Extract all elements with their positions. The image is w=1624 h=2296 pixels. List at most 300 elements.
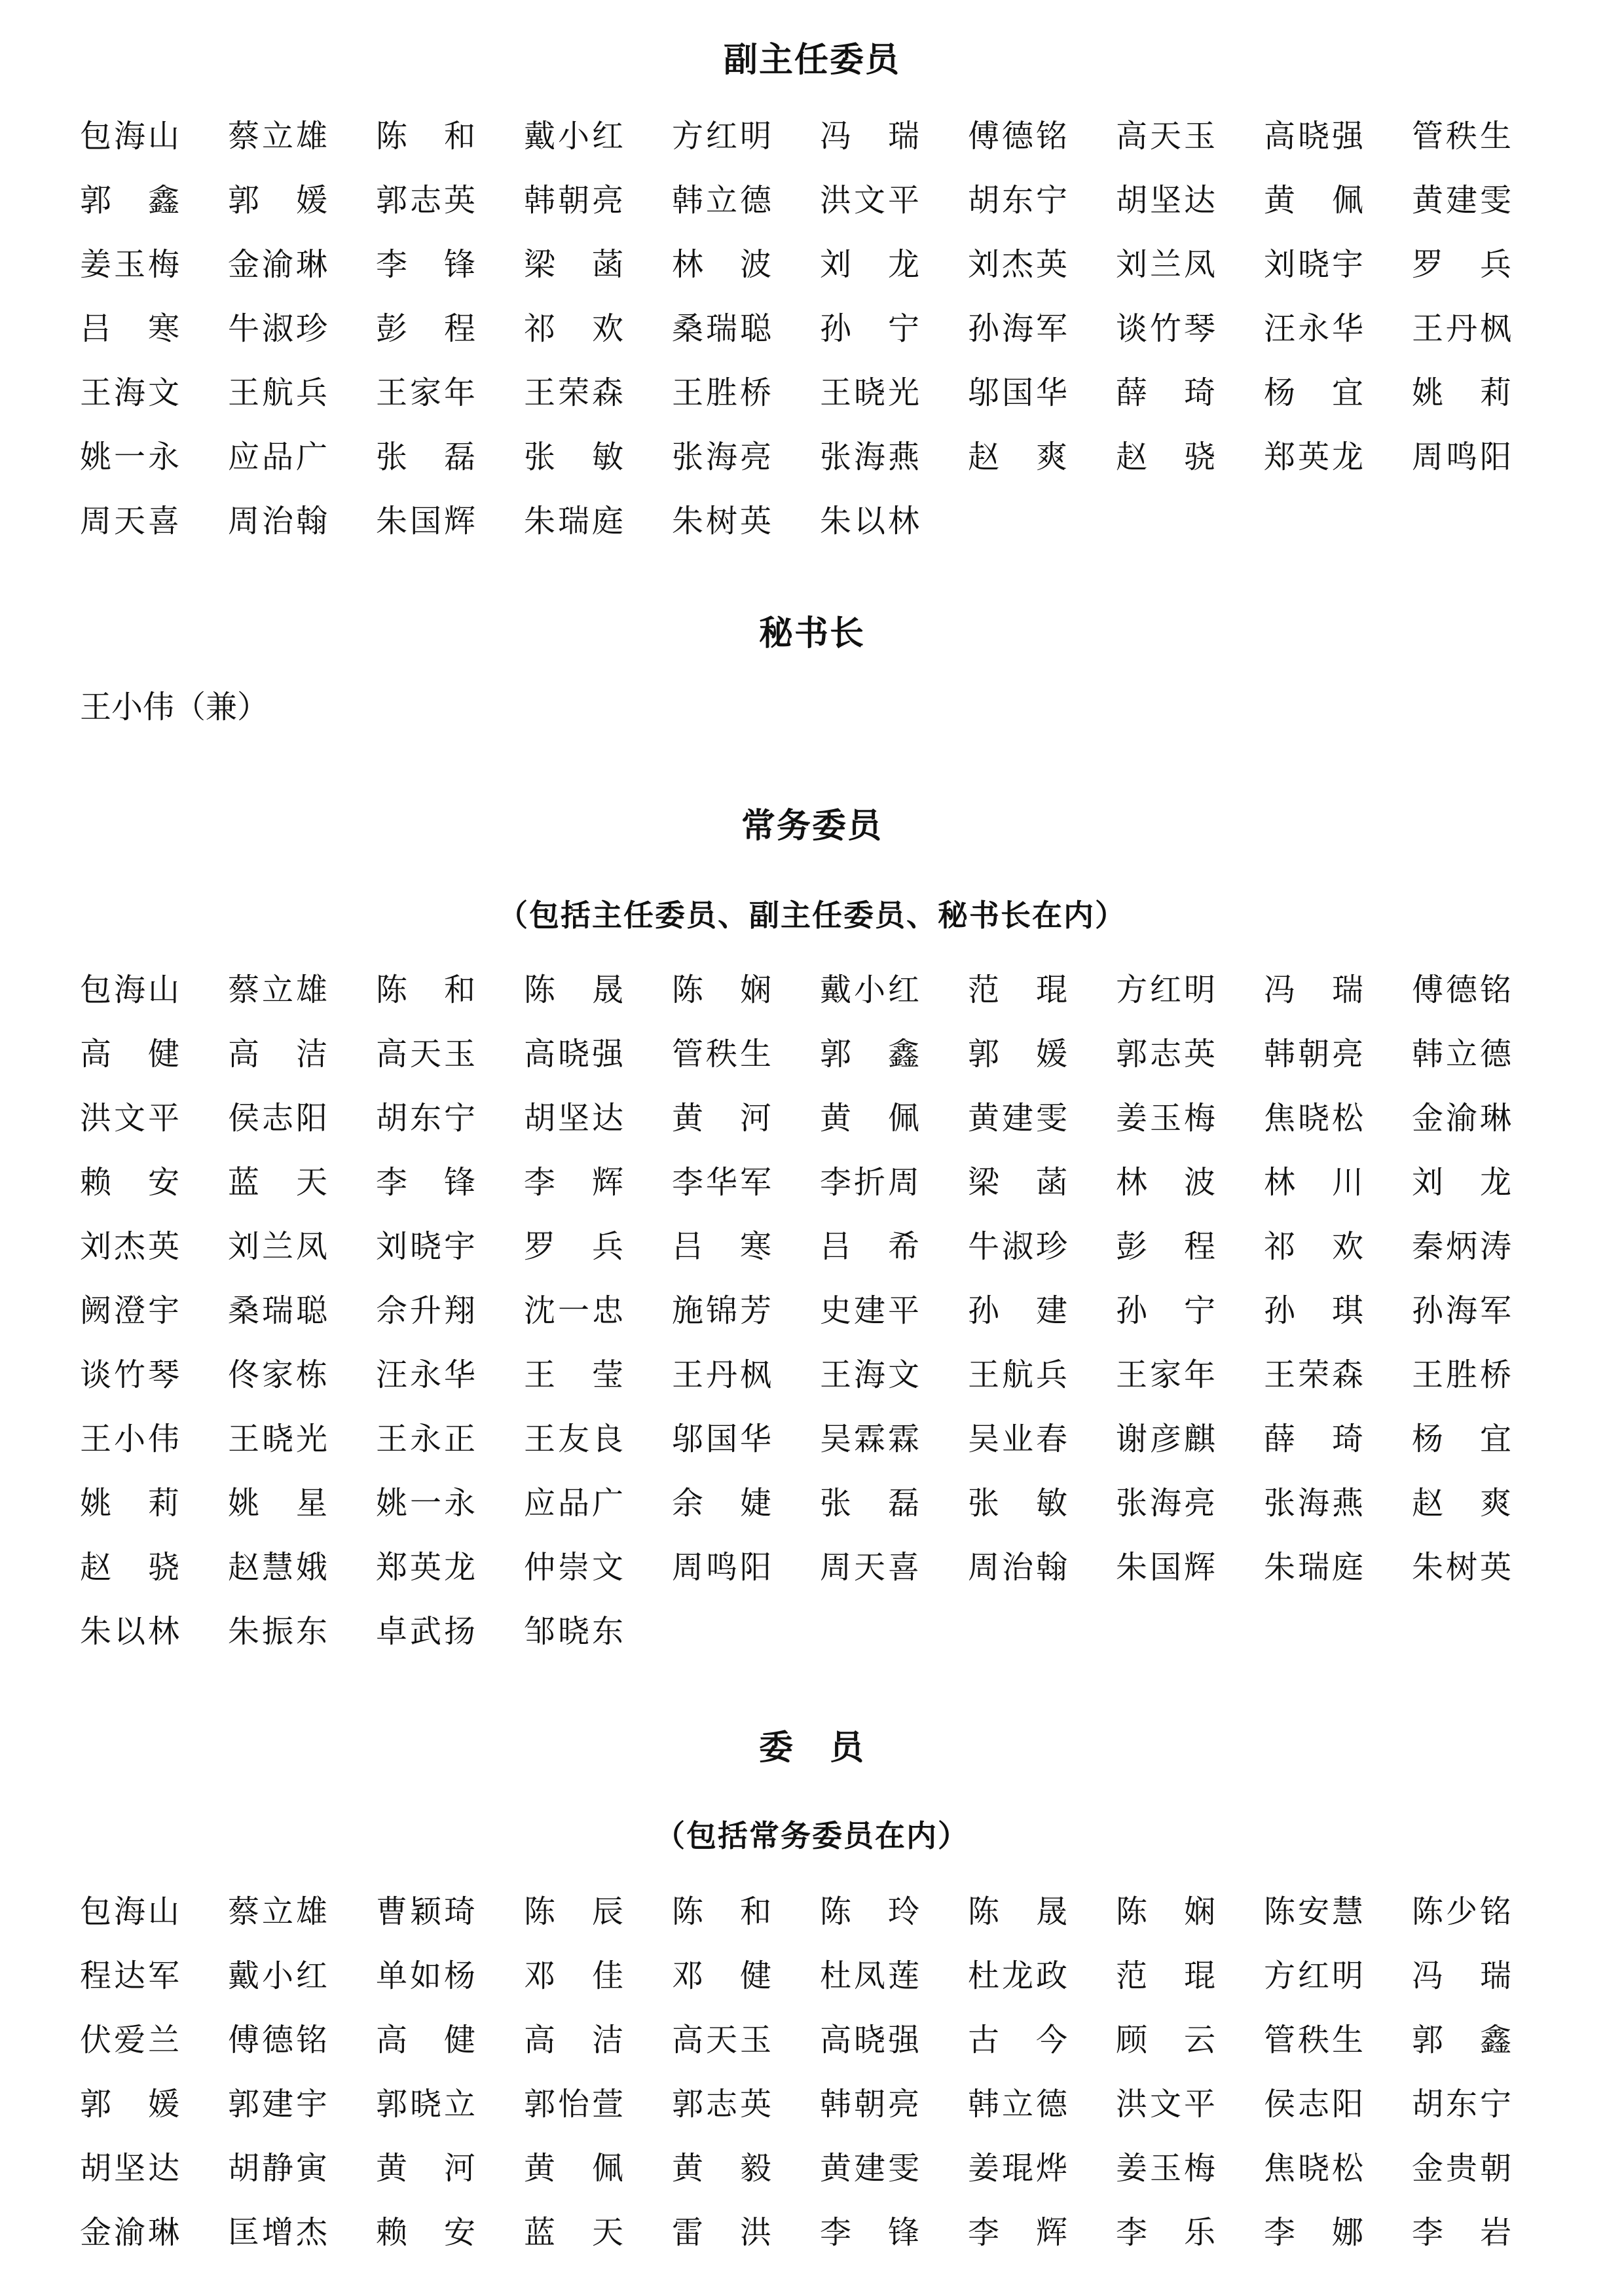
member-name: 郭建宇: [228, 2086, 327, 2123]
member-name: 王海文: [820, 1357, 919, 1393]
name-cell: [524, 970, 672, 1034]
member-name: 郑英龙: [376, 1549, 475, 1586]
member-name: 朱瑞庭: [1264, 1549, 1363, 1586]
name-cell: [524, 1612, 672, 1676]
name-cell: [1264, 2149, 1412, 2213]
name-cell: [1412, 2020, 1560, 2085]
name-cell: [1116, 2020, 1264, 2085]
member-name: 韩立德: [672, 182, 771, 219]
name-cell: [1264, 1099, 1412, 1163]
member-name: 周治翰: [228, 503, 327, 539]
name-cell: [376, 2149, 524, 2213]
name-cell: [1412, 970, 1560, 1034]
name-cell: [376, 2085, 524, 2149]
member-name: 黄 佩: [1264, 182, 1363, 219]
name-cell: [524, 373, 672, 437]
member-name: 洪文平: [820, 182, 919, 219]
member-name: 洪文平: [1116, 2086, 1215, 2123]
member-name: 金渝琳: [1412, 1100, 1511, 1137]
member-name: 伏爱兰: [80, 2022, 179, 2058]
member-name: 应品广: [524, 1485, 623, 1522]
member-name: 高 健: [376, 2022, 475, 2058]
member-name: 郭晓立: [376, 2086, 475, 2123]
name-cell: [1264, 1163, 1412, 1227]
name-cell: [672, 1892, 820, 1956]
name-cell: [1412, 245, 1560, 309]
name-cell: [524, 1419, 672, 1484]
name-cell: [524, 501, 672, 566]
member-name: 韩朝亮: [820, 2086, 919, 2123]
name-cell: [376, 2213, 524, 2277]
member-name: 彭 程: [376, 310, 475, 347]
name-cell: [80, 1227, 228, 1291]
member-name: 姜玉梅: [1116, 2150, 1215, 2187]
name-cell: [1412, 373, 1560, 437]
name-cell: [672, 181, 820, 245]
member-name: 郭 媛: [228, 182, 327, 219]
member-name: 赵 骁: [80, 1549, 179, 1586]
member-name: 孙海军: [1412, 1292, 1511, 1329]
member-name: 牛淑珍: [968, 1228, 1067, 1265]
name-cell: [968, 1892, 1116, 1956]
name-cell: [1412, 1419, 1560, 1484]
name-cell: [1116, 1892, 1264, 1956]
name-cell: [80, 1355, 228, 1419]
name-cell: [524, 1892, 672, 1956]
member-name: 赖 安: [80, 1164, 179, 1201]
name-cell: [820, 309, 968, 373]
name-cell: [80, 2020, 228, 2085]
member-name: 郭志英: [1116, 1036, 1215, 1072]
name-cell: [80, 1099, 228, 1163]
member-name: 冯 瑞: [1264, 972, 1363, 1008]
member-name: 管秩生: [1412, 118, 1511, 155]
member-name: 方红明: [672, 118, 771, 155]
member-name: 黄建雯: [1412, 182, 1511, 219]
name-cell: [524, 1227, 672, 1291]
member-name: 高 洁: [524, 2022, 623, 2058]
member-name: 吕 希: [820, 1228, 919, 1265]
member-name: 王胜桥: [1412, 1357, 1511, 1393]
name-cell: [376, 309, 524, 373]
name-cell: [524, 1355, 672, 1419]
name-cell: [1116, 2149, 1264, 2213]
member-name: 罗 兵: [524, 1228, 623, 1265]
member-name: 李 锋: [376, 1164, 475, 1201]
name-cell: [820, 1291, 968, 1355]
member-name: 汪永华: [1264, 310, 1363, 347]
member-name: 张海亮: [672, 439, 771, 475]
member-name: 吕 寒: [80, 310, 179, 347]
name-cell: [1264, 1419, 1412, 1484]
member-name: 赵 爽: [1412, 1485, 1511, 1522]
name-cell: [1412, 2213, 1560, 2277]
member-name: 陈 晟: [524, 972, 623, 1008]
member-name: 陈 娴: [672, 972, 771, 1008]
name-cell: [820, 501, 968, 566]
name-cell: [1264, 1548, 1412, 1612]
name-cell: [820, 1099, 968, 1163]
member-name: 邓 健: [672, 1958, 771, 1994]
name-cell: [968, 181, 1116, 245]
name-cell: [968, 245, 1116, 309]
name-cell: [80, 2213, 228, 2277]
name-cell: [820, 2085, 968, 2149]
member-name: 朱瑞庭: [524, 503, 623, 539]
member-name: 张海燕: [1264, 1485, 1363, 1522]
name-cell: [1412, 309, 1560, 373]
name-cell: [820, 2020, 968, 2085]
name-cell: [968, 2149, 1116, 2213]
member-name: 杨 宜: [1264, 374, 1363, 411]
name-cell: [80, 309, 228, 373]
member-name: 黄 佩: [820, 1100, 919, 1137]
member-name: 王家年: [376, 374, 475, 411]
member-name: 方红明: [1116, 972, 1215, 1008]
member-name: 应品广: [228, 439, 327, 475]
name-cell: [968, 309, 1116, 373]
member-name: 陈 和: [672, 1893, 771, 1930]
standing-members-heading: 常务委员: [741, 806, 883, 846]
name-cell: [376, 2020, 524, 2085]
member-name: 高天玉: [376, 1036, 475, 1072]
name-cell: [376, 501, 524, 566]
name-cell: [524, 1548, 672, 1612]
name-cell: [80, 970, 228, 1034]
member-name: 王航兵: [228, 374, 327, 411]
name-cell: [1116, 245, 1264, 309]
member-name: 秦炳涛: [1412, 1228, 1511, 1265]
name-cell: [672, 501, 820, 566]
member-name: 罗 兵: [1412, 246, 1511, 283]
member-name: 朱国辉: [376, 503, 475, 539]
member-name: 管秩生: [672, 1036, 771, 1072]
member-name: 戴小红: [228, 1958, 327, 1994]
member-name: 韩朝亮: [524, 182, 623, 219]
name-cell: [376, 117, 524, 181]
member-name: 朱以林: [80, 1613, 179, 1650]
member-name: 范 琨: [1116, 1958, 1215, 1994]
name-cell: [228, 1956, 376, 2020]
name-cell: [672, 437, 820, 501]
name-cell: [672, 1163, 820, 1227]
member-name: 姜琨烨: [968, 2150, 1067, 2187]
name-cell: [376, 1099, 524, 1163]
name-cell: [1264, 309, 1412, 373]
name-cell: [228, 1612, 376, 1676]
member-name: 匡增杰: [228, 2214, 327, 2251]
name-cell: [1116, 437, 1264, 501]
member-name: 孙 宁: [820, 310, 919, 347]
name-cell: [1264, 1892, 1412, 1956]
member-name: 王 莹: [524, 1357, 623, 1393]
member-name: 侯志阳: [228, 1100, 327, 1137]
member-name: 彭 程: [1116, 1228, 1215, 1265]
member-name: 焦晓松: [1264, 1100, 1363, 1137]
name-cell: [820, 970, 968, 1034]
member-name: 张 磊: [820, 1485, 919, 1522]
vice-directors-list: [80, 117, 1560, 566]
name-cell: [968, 1227, 1116, 1291]
member-name: 李 锋: [820, 2214, 919, 2251]
member-name: 薛 琦: [1116, 374, 1215, 411]
name-cell: [80, 181, 228, 245]
member-name: 韩立德: [968, 2086, 1067, 2123]
name-cell: [80, 117, 228, 181]
member-name: 林 波: [672, 246, 771, 283]
member-name: 程达军: [80, 1958, 179, 1994]
name-cell: [1116, 970, 1264, 1034]
name-cell: [672, 1419, 820, 1484]
name-cell: [672, 309, 820, 373]
member-name: 周天喜: [80, 503, 179, 539]
name-cell: [820, 1892, 968, 1956]
name-cell: [1264, 117, 1412, 181]
member-name: 王永正: [376, 1421, 475, 1457]
member-name: 张 磊: [376, 439, 475, 475]
member-name: 王小伟: [80, 1421, 179, 1457]
name-cell: [1116, 1099, 1264, 1163]
name-cell: [524, 181, 672, 245]
name-cell: [80, 1956, 228, 2020]
name-cell: [820, 2149, 968, 2213]
member-name: 金渝琳: [80, 2214, 179, 2251]
member-name: 胡东宁: [376, 1100, 475, 1137]
member-name: 蓝 天: [524, 2214, 623, 2251]
name-cell: [1412, 1355, 1560, 1419]
member-name: 仲崇文: [524, 1549, 623, 1586]
name-cell: [968, 1484, 1116, 1548]
members-subtitle: （包括常务委员在内）: [655, 1818, 969, 1853]
member-name: 王晓光: [228, 1421, 327, 1457]
member-name: 朱振东: [228, 1613, 327, 1650]
name-cell: [1264, 1291, 1412, 1355]
name-cell: [968, 2213, 1116, 2277]
vice-directors-heading: 副主任委员: [723, 40, 900, 80]
name-cell: [376, 970, 524, 1034]
name-cell: [672, 1034, 820, 1099]
name-cell: [524, 117, 672, 181]
member-name: 黄 佩: [524, 2150, 623, 2187]
member-name: 朱以林: [820, 503, 919, 539]
member-name: 佘升翔: [376, 1292, 475, 1329]
name-cell: [80, 1484, 228, 1548]
member-name: 郭怡萱: [524, 2086, 623, 2123]
member-name: 赖 安: [376, 2214, 475, 2251]
member-name: 陈 晟: [968, 1893, 1067, 1930]
name-cell: [80, 2085, 228, 2149]
name-cell: [376, 373, 524, 437]
name-cell: [524, 1956, 672, 2020]
name-cell: [1116, 309, 1264, 373]
name-cell: [228, 1419, 376, 1484]
member-name: 孙 琪: [1264, 1292, 1363, 1329]
member-name: 杨 宜: [1412, 1421, 1511, 1457]
name-cell: [1264, 1956, 1412, 2020]
name-cell: [1412, 437, 1560, 501]
member-name: 牛淑珍: [228, 310, 327, 347]
name-cell: [820, 1034, 968, 1099]
name-cell: [1412, 1892, 1560, 1956]
member-name: 陈安慧: [1264, 1893, 1363, 1930]
member-name: 雷 洪: [672, 2214, 771, 2251]
name-cell: [672, 117, 820, 181]
member-name: 张海燕: [820, 439, 919, 475]
name-cell: [1412, 1099, 1560, 1163]
member-name: 杜凤莲: [820, 1958, 919, 1994]
name-cell: [228, 970, 376, 1034]
member-name: 刘 龙: [820, 246, 919, 283]
name-cell: [228, 1034, 376, 1099]
member-name: 黄 毅: [672, 2150, 771, 2187]
name-cell: [228, 1163, 376, 1227]
name-cell: [1116, 1548, 1264, 1612]
name-cell: [1116, 1291, 1264, 1355]
name-cell: [820, 437, 968, 501]
member-name: 姚一永: [80, 439, 179, 475]
member-name: 吴霖霖: [820, 1421, 919, 1457]
name-cell: [1116, 2085, 1264, 2149]
member-name: 高天玉: [1116, 118, 1215, 155]
name-cell: [968, 437, 1116, 501]
name-cell: [672, 1227, 820, 1291]
member-name: 刘兰凤: [1116, 246, 1215, 283]
name-cell: [1264, 373, 1412, 437]
member-name: 周鸣阳: [672, 1549, 771, 1586]
name-cell: [228, 309, 376, 373]
name-cell: [1412, 1227, 1560, 1291]
member-name: 黄 河: [376, 2150, 475, 2187]
name-cell: [1264, 245, 1412, 309]
member-name: 李 辉: [968, 2214, 1067, 2251]
member-name: 傅德铭: [968, 118, 1067, 155]
member-name: 高晓强: [1264, 118, 1363, 155]
member-name: 周天喜: [820, 1549, 919, 1586]
name-cell: [80, 373, 228, 437]
name-cell: [524, 2213, 672, 2277]
name-cell: [524, 245, 672, 309]
name-cell: [524, 1484, 672, 1548]
name-cell: [228, 2020, 376, 2085]
name-cell: [820, 117, 968, 181]
member-name: 胡东宁: [1412, 2086, 1511, 2123]
name-cell: [820, 1419, 968, 1484]
name-cell: [1116, 1355, 1264, 1419]
name-cell: [968, 2020, 1116, 2085]
member-name: 郭 媛: [968, 1036, 1067, 1072]
name-cell: [1116, 117, 1264, 181]
name-cell: [1412, 2085, 1560, 2149]
member-name: 刘兰凤: [228, 1228, 327, 1265]
name-cell: [672, 1484, 820, 1548]
name-cell: [80, 1291, 228, 1355]
name-cell: [968, 1291, 1116, 1355]
member-name: 胡静寅: [228, 2150, 327, 2187]
name-cell: [672, 2085, 820, 2149]
name-cell: [820, 1355, 968, 1419]
member-name: 李折周: [820, 1164, 919, 1201]
member-name: 佟家栋: [228, 1357, 327, 1393]
name-cell: [1412, 1163, 1560, 1227]
member-name: 吕 寒: [672, 1228, 771, 1265]
member-name: 古 今: [968, 2022, 1067, 2058]
name-cell: [672, 1355, 820, 1419]
member-name: 黄建雯: [968, 1100, 1067, 1137]
member-name: 刘晓宇: [1264, 246, 1363, 283]
name-cell: [672, 373, 820, 437]
name-cell: [672, 1291, 820, 1355]
name-cell: [376, 437, 524, 501]
name-cell: [968, 373, 1116, 437]
member-name: 胡坚达: [1116, 182, 1215, 219]
name-cell: [968, 1099, 1116, 1163]
member-name: 高 健: [80, 1036, 179, 1072]
member-name: 包海山: [80, 972, 179, 1008]
member-name: 孙海军: [968, 310, 1067, 347]
name-cell: [376, 1548, 524, 1612]
name-cell: [228, 373, 376, 437]
name-cell: [1412, 181, 1560, 245]
member-name: 郭 媛: [80, 2086, 179, 2123]
name-cell: [1264, 1355, 1412, 1419]
name-cell: [968, 1548, 1116, 1612]
name-cell: [820, 373, 968, 437]
member-name: 林 波: [1116, 1164, 1215, 1201]
member-name: 高晓强: [524, 1036, 623, 1072]
member-name: 王晓光: [820, 374, 919, 411]
name-cell: [228, 437, 376, 501]
name-cell: [376, 1163, 524, 1227]
name-cell: [524, 309, 672, 373]
name-cell: [376, 1291, 524, 1355]
name-cell: [80, 1034, 228, 1099]
member-name: 王航兵: [968, 1357, 1067, 1393]
member-name: 蔡立雄: [228, 1893, 327, 1930]
member-name: 姚 莉: [80, 1485, 179, 1522]
member-name: 周治翰: [968, 1549, 1067, 1586]
name-cell: [1116, 1227, 1264, 1291]
member-name: 蔡立雄: [228, 118, 327, 155]
member-name: 梁 菡: [524, 246, 623, 283]
standing-members-subtitle: （包括主任委员、副主任委员、秘书长在内）: [498, 898, 1126, 933]
name-cell: [1264, 1034, 1412, 1099]
member-name: 姚 莉: [1412, 374, 1511, 411]
member-name: 蔡立雄: [228, 972, 327, 1008]
name-cell: [820, 1484, 968, 1548]
name-cell: [1412, 1548, 1560, 1612]
member-name: 傅德铭: [1412, 972, 1511, 1008]
name-cell: [672, 245, 820, 309]
member-name: 侯志阳: [1264, 2086, 1363, 2123]
secretary-general-name: 王小伟（兼）: [80, 689, 269, 725]
member-name: 韩朝亮: [1264, 1036, 1363, 1072]
name-cell: [228, 2085, 376, 2149]
name-cell: [968, 1956, 1116, 2020]
name-cell: [672, 1548, 820, 1612]
member-name: 郭 鑫: [80, 182, 179, 219]
name-cell: [80, 1163, 228, 1227]
name-cell: [1264, 2020, 1412, 2085]
member-name: 洪文平: [80, 1100, 179, 1137]
name-cell: [820, 2213, 968, 2277]
name-cell: [80, 1419, 228, 1484]
name-cell: [524, 437, 672, 501]
name-cell: [376, 1956, 524, 2020]
name-cell: [524, 1034, 672, 1099]
name-cell: [376, 1612, 524, 1676]
member-name: 吴业春: [968, 1421, 1067, 1457]
member-name: 戴小红: [524, 118, 623, 155]
